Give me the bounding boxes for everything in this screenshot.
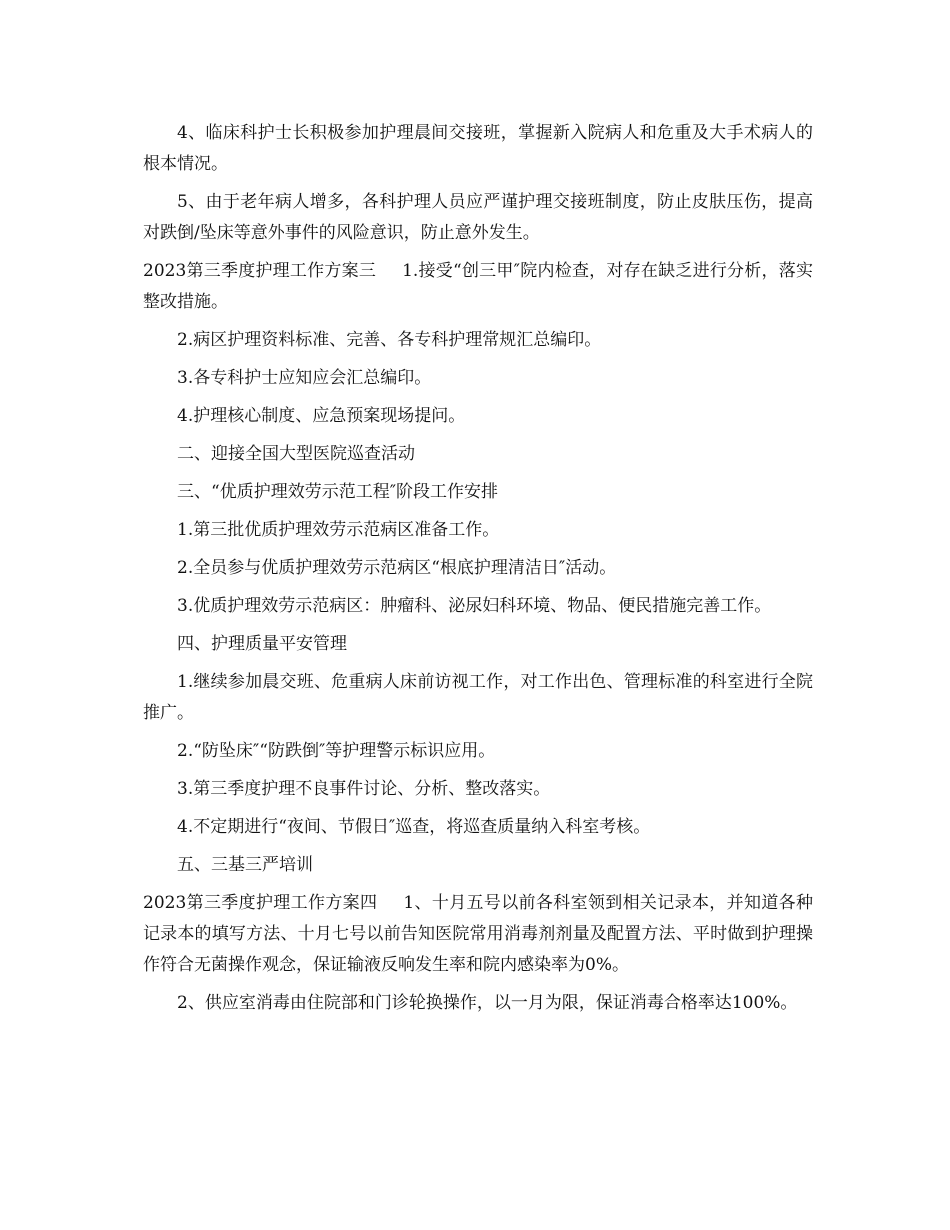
list-item: [143, 591, 813, 622]
section-heading-text: 三、“优质护理效劳示范工程″阶段工作安排: [177, 482, 499, 502]
section-heading-3: [143, 477, 813, 508]
paragraph-text: 2.“防坠床″“防跌倒″等护理警示标识应用。: [177, 741, 496, 761]
section-heading-5: [143, 850, 813, 881]
paragraph-text: 5、由于老年病人增多，各科护理人员应严谨护理交接班制度，防止皮肤压伤，提高对跌倒/坠床等意外事件的风险意识，防止意外发生。: [143, 192, 813, 243]
list-item: [143, 401, 813, 432]
paragraph-text: 4、临床科护士长积极参加护理晨间交接班，掌握新入院病人和危重及大手术病人的根本情况。: [143, 123, 813, 174]
list-item: [143, 515, 813, 546]
section-heading-4: [143, 629, 813, 660]
paragraph-text: 1、十月五号以前各科室领到相关记录本，并知道各种记录本的填写方法、十月七号以前告知医院常用消毒剂剂量及配置方法、平时做到护理操作符合无菌操作观念，保证输液反响发生率和院内感染率为0%。: [143, 893, 813, 975]
section-plan-three: [143, 256, 813, 318]
list-item: [143, 667, 813, 729]
section-heading-2: [143, 439, 813, 470]
paragraph-text: 4.不定期进行“夜间、节假日″巡查，将巡查质量纳入科室考核。: [177, 817, 651, 837]
paragraph-text: 1.接受“创三甲″院内检查，对存在缺乏进行分析，落实整改措施。: [143, 261, 813, 312]
plan-three-heading: 2023第三季度护理工作方案三: [143, 261, 377, 281]
list-item: [143, 812, 813, 843]
paragraph-text: 3.各专科护士应知应会汇总编印。: [177, 368, 432, 388]
section-heading-text: 二、迎接全国大型医院巡查活动: [177, 444, 415, 464]
list-item: [143, 325, 813, 356]
paragraph-5-elderly-patients: [143, 187, 813, 249]
paragraph-text: 1.第三批优质护理效劳示范病区准备工作。: [177, 520, 500, 540]
paragraph-text: 3.优质护理效劳示范病区：肿瘤科、泌尿妇科环境、物品、便民措施完善工作。: [177, 596, 772, 616]
list-item: [143, 363, 813, 394]
paragraph-text: 4.护理核心制度、应急预案现场提问。: [177, 406, 466, 426]
list-item: [143, 736, 813, 767]
paragraph-text: 2、供应室消毒由住院部和门诊轮换操作，以一月为限，保证消毒合格率达100%。: [177, 993, 798, 1013]
paragraph-text: 2.全员参与优质护理效劳示范病区“根底护理清洁日″活动。: [177, 558, 617, 578]
section-heading-text: 五、三基三严培训: [177, 855, 313, 875]
paragraph-4-shift-handover: [143, 118, 813, 180]
paragraph-text: 2.病区护理资料标准、完善、各专科护理常规汇总编印。: [177, 330, 602, 350]
section-heading-text: 四、护理质量平安管理: [177, 634, 347, 654]
list-item: [143, 553, 813, 584]
paragraph-text: 1.继续参加晨交班、危重病人床前访视工作，对工作出色、管理标准的科室进行全院推广。: [143, 672, 813, 723]
list-item: [143, 774, 813, 805]
plan-four-heading: 2023第三季度护理工作方案四: [143, 893, 378, 913]
list-item: [143, 988, 813, 1019]
document-body: [143, 118, 813, 1026]
paragraph-text: 3.第三季度护理不良事件讨论、分析、整改落实。: [177, 779, 551, 799]
section-plan-four: [143, 888, 813, 981]
